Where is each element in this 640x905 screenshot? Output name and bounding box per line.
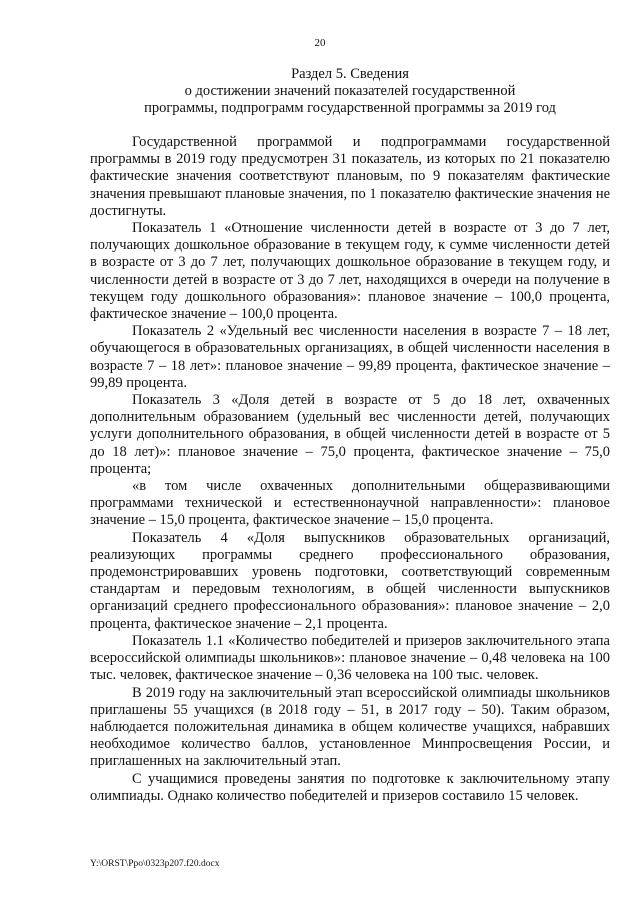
paragraph-indicator-3: Показатель 3 «Доля детей в возрасте от 5 до 18 лет, охваченных дополнительным образованием (удельный вес численности детей, получающих услуги дополнительного образования, в общей численности детей в возрасте от 5 до 18 лет)»: плановое значение – 75,0 процента, фактическое значение – 75,0 процента;: [90, 392, 610, 477]
document-body: [90, 134, 610, 805]
paragraph-olympiad-winners: С учащимися проведены занятия по подготовке к заключительному этапу олимпиады. Однако количество победителей и призеров составило 15 человек.: [90, 770, 610, 804]
heading-line-3: программы, подпрограмм государственной программы за 2019 год: [144, 100, 556, 116]
heading-line-2: о достижении значений показателей государственной: [184, 83, 516, 99]
heading-line-1: Раздел 5. Сведения: [291, 66, 409, 82]
paragraph-olympiad-participants: В 2019 году на заключительный этап всероссийской олимпиады школьников приглашены 55 учащихся (в 2018 году – 51, в 2017 году – 50). Таким образом, наблюдается положительная динамика в общем количестве учащихся, набравших необходимое количество баллов, установленное Минпросвещения России, и приглашенных на заключительный этап.: [90, 684, 610, 770]
paragraph-indicator-3-sub: «в том числе охваченных дополнительными общеразвивающими программами технической и естественнонаучной направленности»: плановое значение – 15,0 процента, фактическое значение – 15,0 процента.: [90, 478, 610, 529]
paragraph-indicator-1: Показатель 1 «Отношение численности детей в возрасте от 3 до 7 лет, получающих дошкольное образование в текущем году, к сумме численности детей в возрасте от 3 до 7 лет, получающих дошкольное образование в текущем году, и численности детей в возрасте от 3 до 7 лет, находящихся в очереди на получение в текущем году дошкольного образования»: плановое значение – 100,0 процента, фактическое значение – 100,0 процента.: [90, 220, 610, 323]
paragraph-indicator-1-1: Показатель 1.1 «Количество победителей и призеров заключительного этапа всероссийской олимпиады школьников»: плановое значение – 0,48 человека на 100 тыс. человек, фактическое значение – 0,36 человека на 100 тыс. человек.: [90, 632, 610, 684]
paragraph-summary: Государственной программой и подпрограммами государственной программы в 2019 году предусмотрен 31 показатель, из которых по 21 показателю фактические значения соответствуют плановым, по 9 показателям фактические значения превышают плановые значения, по 1 показателю фактические значения не достигнуты.: [90, 134, 611, 219]
paragraph-indicator-4: Показатель 4 «Доля выпускников образовательных организаций, реализующих программы среднего профессионального образования, продемонстрировавших уровень подготовки, соответствующий современным стандартам и передовым технологиям, в общей численности выпускников организаций среднего профессионального образования»: плановое значение – 2,0 процента, фактическое значение – 2,1 процента.: [90, 529, 610, 632]
file-path-footer: Y:\ORST\Ppo\0323p207.f20.docx: [90, 859, 220, 869]
paragraph-indicator-2: Показатель 2 «Удельный вес численности населения в возрасте 7 – 18 лет, обучающегося в образовательных организациях, в общей численности населения в возрасте 7 – 18 лет»: плановое значение – 99,89 процента, фактическое значение – 99,89 процента.: [90, 323, 610, 391]
page-number: 20: [314, 37, 326, 49]
section-heading: [90, 66, 610, 117]
